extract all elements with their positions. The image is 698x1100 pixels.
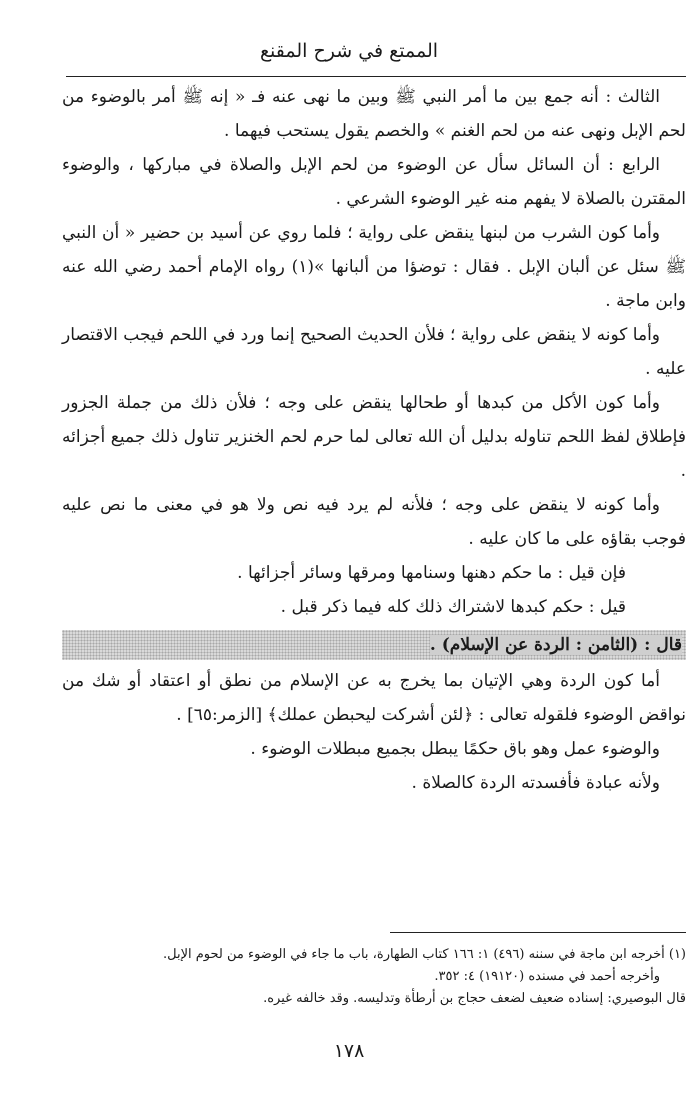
paragraph-milk-other-view: وأما كونه لا ينقض على رواية ؛ فلأن الحديث الصحيح إنما ورد في اللحم فيجب الاقتصار عليه . [62, 325, 686, 379]
footnote-1: (١) أخرجه ابن ماجة في سننه (٤٩٦) ١: ١٦٦ كتاب الطهارة، باب ما جاء في الوضوء من لحوم الإبل. [162, 947, 686, 962]
page-number: ١٧٨ [333, 1040, 365, 1062]
paragraph-milk-ruling: وأما كون الشرب من لبنها ينقض على رواية ؛ فلما روي عن أسيد بن حضير « أن النبي ﷺ سئل عن ألبان الإبل . فقال : توضؤا من ألبانها »(١) رواه الإمام أحمد رضي الله عنه وابن ماجة . [62, 223, 686, 311]
footnote-1-continuation: وأخرجه أحمد في مسنده (١٩١٢٠) ٤: ٣٥٢. [434, 969, 660, 984]
footnote-1-note: قال البوصيري: إسناده ضعيف لضعف حجاج بن أرطأة وتدليسه. وقد خالفه غيره. [263, 991, 686, 1006]
paragraph-apostasy: أما كون الردة وهي الإتيان بما يخرج به عن الإسلام من نطق أو اعتقاد أو شك من نواقض الوضوء فلقوله تعالى : ﴿لئن أشركت ليحبطن عملك﴾ [الزمر:٦٥] . [62, 671, 686, 725]
paragraph-liver-other-view: وأما كونه لا ينقض على وجه ؛ فلأنه لم يرد فيه نص ولا هو في معنى ما نص عليه فوجب بقاؤه على ما كان عليه . [62, 495, 686, 549]
paragraph-worship-analogy: ولأنه عبادة فأفسدته الردة كالصلاة . [411, 773, 660, 793]
footnote-rule [390, 932, 686, 933]
paragraph-wudu-deed: والوضوء عمل وهو باق حكمًا يبطل بجميع مبطلات الوضوء . [250, 739, 660, 759]
answer-line: قيل : حكم كبدها لاشتراك ذلك كله فيما ذكر قبل . [280, 597, 626, 617]
question-line: فإن قيل : ما حكم دهنها وسنامها ومرقها وسائر أجزائها . [237, 563, 626, 583]
paragraph-liver-ruling: وأما كون الأكل من كبدها أو طحالها ينقض على وجه ؛ فلأن ذلك من جملة الجزور فإطلاق لفظ اللحم تناوله بدليل أن الله تعالى لما حرم لحم الخنزير تناول ذلك جميع أجزائه . [62, 393, 686, 481]
paragraph-third-point: الثالث : أنه جمع بين ما أمر النبي ﷺ وبين ما نهى عنه فـ « إنه ﷺ أمر بالوضوء من لحم الإبل ونهى عنه من لحم الغنم » والخصم يقول يستحب فيهما . [62, 87, 686, 141]
body-text [62, 80, 686, 800]
running-header: الممتع في شرح المقنع [259, 40, 439, 62]
footnotes [62, 944, 686, 1010]
section-heading [62, 630, 686, 660]
paragraph-fourth-point: الرابع : أن السائل سأل عن الوضوء من لحم الإبل والصلاة في مباركها ، والوضوء المقترن بالصلاة لا يفهم منه غير الوضوء الشرعي . [62, 155, 686, 209]
section-heading-text: قال : (الثامن : الردة عن الإسلام) . [429, 635, 682, 655]
header-rule [66, 76, 686, 77]
